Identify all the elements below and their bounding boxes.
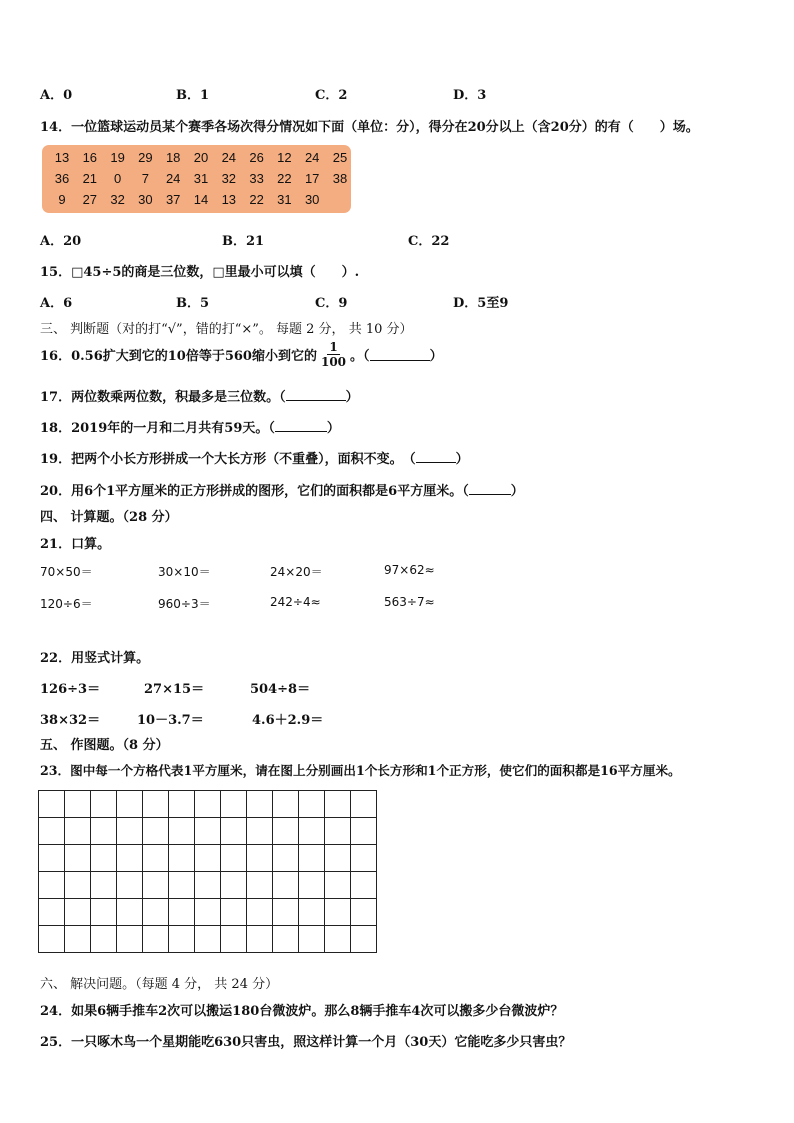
grid-cell[interactable] xyxy=(351,926,377,953)
q17-paren-close: ） xyxy=(345,390,359,405)
grid-cell[interactable] xyxy=(91,926,117,953)
q19 xyxy=(40,448,469,467)
q20-answer-blank[interactable] xyxy=(469,482,511,495)
q13-option-d: D．3 xyxy=(453,88,487,103)
score-cell: 12 xyxy=(277,150,292,165)
grid-cell[interactable] xyxy=(143,872,169,899)
grid-cell[interactable] xyxy=(39,899,65,926)
grid-row xyxy=(39,872,377,899)
grid-row xyxy=(39,899,377,926)
grid-cell[interactable] xyxy=(195,899,221,926)
grid-cell[interactable] xyxy=(299,818,325,845)
grid-cell[interactable] xyxy=(221,926,247,953)
q13-option-b: B．1 xyxy=(176,88,210,103)
grid-row xyxy=(39,818,377,845)
grid-cell[interactable] xyxy=(273,872,299,899)
grid-cell[interactable] xyxy=(143,791,169,818)
score-cell: 25 xyxy=(332,150,348,165)
q16-fraction-denominator: 100 xyxy=(320,355,347,369)
q16-answer-blank[interactable] xyxy=(370,348,430,361)
q21-item: 24×20＝ xyxy=(270,565,323,579)
grid-cell[interactable] xyxy=(273,926,299,953)
q24-text: 24．如果6辆手推车2次可以搬运180台微波炉。那么8辆手推车4次可以搬多少台微波炉？ xyxy=(40,1004,564,1019)
grid-cell[interactable] xyxy=(351,845,377,872)
section-3-heading: 三、 判断题（对的打“√”，错的打“×”。 每题 2 分， 共 10 分） xyxy=(40,322,413,337)
score-cell: 21 xyxy=(82,171,98,186)
q22-item: 27×15＝ xyxy=(144,682,205,697)
score-cell: 30 xyxy=(304,192,320,207)
q17-text: 17．两位数乘两位数，积最多是三位数。（ xyxy=(40,390,286,405)
score-cell: 32 xyxy=(110,192,125,207)
q21-title: 21．口算。 xyxy=(40,537,111,552)
score-cell: 16 xyxy=(82,150,98,165)
grid-cell[interactable] xyxy=(91,872,117,899)
q21-item: 120÷6＝ xyxy=(40,597,93,611)
grid-cell[interactable] xyxy=(65,872,91,899)
grid-cell[interactable] xyxy=(91,791,117,818)
q21-item: 563÷7≈ xyxy=(384,595,435,609)
grid-cell[interactable] xyxy=(325,872,351,899)
q16-text: 16．0.56扩大到它的10倍等于560缩小到它的 xyxy=(40,349,317,364)
grid-cell[interactable] xyxy=(195,845,221,872)
score-cell: 13 xyxy=(221,192,237,207)
score-row-2 xyxy=(42,171,351,191)
score-cell: 31 xyxy=(277,192,292,207)
q19-text: 19．把两个小长方形拼成一个大长方形（不重叠），面积不变。 （ xyxy=(40,452,416,467)
grid-cell[interactable] xyxy=(351,872,377,899)
q15-option-a: A．6 xyxy=(40,296,73,311)
q16-fraction-numerator: 1 xyxy=(329,340,338,354)
grid-cell[interactable] xyxy=(65,845,91,872)
grid-cell[interactable] xyxy=(143,845,169,872)
grid-cell[interactable] xyxy=(221,872,247,899)
grid-cell[interactable] xyxy=(351,791,377,818)
grid-row xyxy=(39,926,377,953)
grid-cell[interactable] xyxy=(247,899,273,926)
grid-cell[interactable] xyxy=(65,818,91,845)
grid-cell[interactable] xyxy=(169,791,195,818)
grid-cell[interactable] xyxy=(221,845,247,872)
grid-cell[interactable] xyxy=(325,845,351,872)
grid-cell[interactable] xyxy=(351,818,377,845)
q16-paren-close: ） xyxy=(429,349,443,364)
grid-cell[interactable] xyxy=(39,818,65,845)
section-5-heading: 五、 作图题。（8 分） xyxy=(40,738,169,753)
q20-text: 20．用6个1平方厘米的正方形拼成的图形，它们的面积都是6平方厘米。（ xyxy=(40,484,469,499)
q14-option-b: B．21 xyxy=(222,234,265,249)
grid-cell[interactable] xyxy=(299,899,325,926)
grid-cell[interactable] xyxy=(143,899,169,926)
q14-text: 14．一位篮球运动员某个赛季各场次得分情况如下面（单位：分），得分在20分以上（含20分）的有（ ）场。 xyxy=(40,120,699,135)
grid-cell[interactable] xyxy=(325,926,351,953)
score-cell: 0 xyxy=(113,171,122,186)
grid-cell[interactable] xyxy=(117,926,143,953)
grid-cell[interactable] xyxy=(299,791,325,818)
grid-cell[interactable] xyxy=(221,899,247,926)
q16-paren-open: 。（ xyxy=(350,349,370,364)
score-cell: 13 xyxy=(54,150,70,165)
grid-cell[interactable] xyxy=(65,926,91,953)
grid-cell[interactable] xyxy=(195,818,221,845)
score-cell: 9 xyxy=(58,192,66,207)
score-cell: 7 xyxy=(141,171,149,186)
q13-option-a: A．0 xyxy=(40,88,73,103)
score-cell: 36 xyxy=(54,171,70,186)
score-cell: 26 xyxy=(249,150,264,165)
grid-cell[interactable] xyxy=(325,791,351,818)
grid-cell[interactable] xyxy=(117,845,143,872)
score-cell: 32 xyxy=(221,171,237,186)
score-cell: 37 xyxy=(165,192,181,207)
grid-cell[interactable] xyxy=(117,791,143,818)
grid-cell[interactable] xyxy=(143,818,169,845)
q22-title: 22．用竖式计算。 xyxy=(40,651,150,666)
q14-option-c: C．22 xyxy=(408,234,450,249)
q13-option-c: C．2 xyxy=(315,88,348,103)
score-cell: 24 xyxy=(165,171,181,186)
grid-cell[interactable] xyxy=(273,845,299,872)
grid-cell[interactable] xyxy=(169,818,195,845)
q25-text: 25．一只啄木鸟一个星期能吃630只害虫，照这样计算一个月（30天）它能吃多少只害虫？ xyxy=(40,1035,572,1050)
q20-paren-close: ） xyxy=(510,484,524,499)
grid-cell[interactable] xyxy=(117,818,143,845)
grid-cell[interactable] xyxy=(169,899,195,926)
q22-item: 10－3.7＝ xyxy=(137,713,204,728)
score-cell: 22 xyxy=(249,192,264,207)
grid-cell[interactable] xyxy=(221,791,247,818)
score-cell: 18 xyxy=(165,150,181,165)
drawing-grid[interactable] xyxy=(38,790,377,953)
q22-item: 38×32＝ xyxy=(40,713,101,728)
q18 xyxy=(40,417,340,436)
grid-cell[interactable] xyxy=(65,791,91,818)
section-6-heading: 六、 解决问题。（每题 4 分， 共 24 分） xyxy=(40,977,279,992)
grid-cell[interactable] xyxy=(143,926,169,953)
grid-cell[interactable] xyxy=(169,926,195,953)
score-cell: 24 xyxy=(304,150,320,165)
grid-row xyxy=(39,791,377,818)
score-table xyxy=(42,145,351,213)
score-cell: 20 xyxy=(193,150,209,165)
q18-paren-close: ） xyxy=(326,421,340,436)
grid-cell[interactable] xyxy=(169,845,195,872)
q21-item: 960÷3＝ xyxy=(158,597,211,611)
grid-cell[interactable] xyxy=(273,791,299,818)
grid-cell[interactable] xyxy=(299,926,325,953)
q18-text: 18．2019年的一月和二月共有59天。（ xyxy=(40,421,275,436)
grid-cell[interactable] xyxy=(325,818,351,845)
grid-cell[interactable] xyxy=(195,926,221,953)
q15-text: 15．□45÷5的商是三位数，□里最小可以填（ ）. xyxy=(40,265,360,280)
score-cell: 22 xyxy=(277,171,292,186)
grid-cell[interactable] xyxy=(273,818,299,845)
grid-cell[interactable] xyxy=(247,818,273,845)
grid-cell[interactable] xyxy=(299,872,325,899)
q22-item: 126÷3＝ xyxy=(40,682,101,697)
score-cell: 31 xyxy=(193,171,209,186)
q21-item: 242÷4≈ xyxy=(270,595,321,609)
grid-cell[interactable] xyxy=(65,899,91,926)
grid-cell[interactable] xyxy=(91,818,117,845)
score-cell: 27 xyxy=(82,192,98,207)
grid-cell[interactable] xyxy=(247,845,273,872)
score-cell: 30 xyxy=(138,192,153,207)
score-row-3 xyxy=(42,192,351,212)
q17 xyxy=(40,386,359,405)
q19-answer-blank[interactable] xyxy=(416,450,456,463)
grid-cell[interactable] xyxy=(91,899,117,926)
q15-option-b: B．5 xyxy=(176,296,210,311)
grid-cell[interactable] xyxy=(351,899,377,926)
q19-paren-close: ） xyxy=(455,452,469,467)
q14-option-a: A．20 xyxy=(40,234,82,249)
grid-cell[interactable] xyxy=(39,791,65,818)
q21-item: 97×62≈ xyxy=(384,563,435,577)
score-cell: 29 xyxy=(138,150,153,165)
grid-cell[interactable] xyxy=(247,791,273,818)
q21-item: 30×10＝ xyxy=(158,565,211,579)
score-cell: 14 xyxy=(193,192,209,207)
grid-cell[interactable] xyxy=(195,791,221,818)
q23-text: 23．图中每一个方格代表1平方厘米，请在图上分别画出1个长方形和1个正方形，使它们的面积都是16平方厘米。 xyxy=(40,763,681,778)
grid-cell[interactable] xyxy=(273,899,299,926)
q15-option-d: D．5至9 xyxy=(453,296,509,311)
q16-fraction xyxy=(319,340,348,369)
grid-cell[interactable] xyxy=(247,926,273,953)
score-cell: 24 xyxy=(221,150,237,165)
grid-row xyxy=(39,845,377,872)
grid-cell[interactable] xyxy=(195,872,221,899)
grid-cell[interactable] xyxy=(169,872,195,899)
grid-cell[interactable] xyxy=(247,872,273,899)
grid-cell[interactable] xyxy=(39,872,65,899)
score-cell: 17 xyxy=(304,171,320,186)
grid-cell[interactable] xyxy=(39,845,65,872)
q15-option-c: C．9 xyxy=(315,296,348,311)
score-row-1 xyxy=(42,150,351,170)
q16 xyxy=(40,340,443,369)
grid-cell[interactable] xyxy=(117,872,143,899)
q20 xyxy=(40,480,524,499)
score-cell: 33 xyxy=(249,171,264,186)
grid-cell[interactable] xyxy=(39,926,65,953)
grid-cell[interactable] xyxy=(221,818,247,845)
grid-cell[interactable] xyxy=(91,845,117,872)
q22-item: 4.6＋2.9＝ xyxy=(252,713,324,728)
grid-cell[interactable] xyxy=(325,899,351,926)
q21-item: 70×50＝ xyxy=(40,565,93,579)
q22-item: 504÷8＝ xyxy=(250,682,311,697)
score-cell: 38 xyxy=(332,171,348,186)
grid-cell[interactable] xyxy=(299,845,325,872)
q18-answer-blank[interactable] xyxy=(275,419,327,432)
grid-cell[interactable] xyxy=(117,899,143,926)
q17-answer-blank[interactable] xyxy=(286,388,346,401)
score-cell: 19 xyxy=(110,150,125,165)
section-4-heading: 四、 计算题。（28 分） xyxy=(40,510,178,525)
